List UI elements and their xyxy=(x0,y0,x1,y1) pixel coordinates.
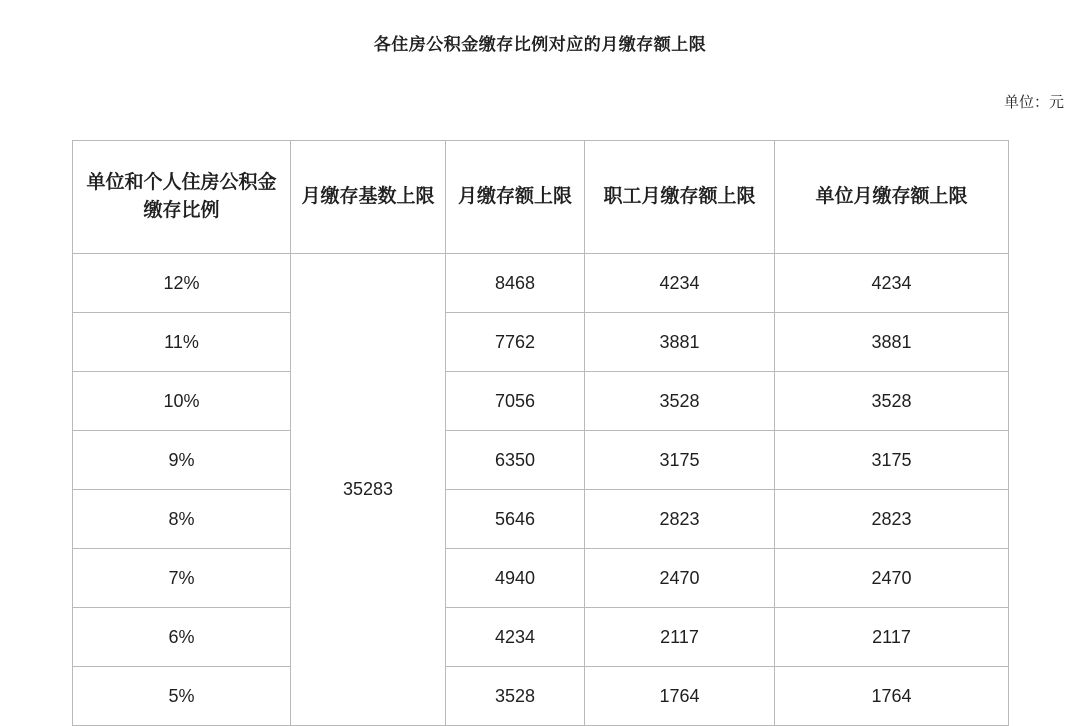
table-header xyxy=(73,141,1009,254)
cell-employee: 3528 xyxy=(585,372,775,431)
cell-employee: 3881 xyxy=(585,313,775,372)
cell-employer: 2823 xyxy=(775,490,1009,549)
table-row xyxy=(73,372,1009,431)
table-row xyxy=(73,431,1009,490)
cell-employer: 1764 xyxy=(775,667,1009,726)
cell-employer: 4234 xyxy=(775,254,1009,313)
cell-employer: 3528 xyxy=(775,372,1009,431)
cell-ratio: 8% xyxy=(73,490,291,549)
cell-employee: 1764 xyxy=(585,667,775,726)
cell-monthly-total: 5646 xyxy=(446,490,585,549)
cell-employee: 2117 xyxy=(585,608,775,667)
table-row xyxy=(73,608,1009,667)
cell-ratio: 6% xyxy=(73,608,291,667)
cell-ratio: 12% xyxy=(73,254,291,313)
table-body xyxy=(73,254,1009,726)
cell-employee: 4234 xyxy=(585,254,775,313)
cell-employer: 2470 xyxy=(775,549,1009,608)
page-title: 各住房公积金缴存比例对应的月缴存额上限 xyxy=(373,35,707,54)
table-row xyxy=(73,667,1009,726)
cell-ratio: 7% xyxy=(73,549,291,608)
column-header-employee: 职工月缴存额上限 xyxy=(585,141,775,254)
cell-ratio: 10% xyxy=(73,372,291,431)
cell-ratio: 9% xyxy=(73,431,291,490)
table-container xyxy=(0,140,1080,726)
cell-monthly-total: 4234 xyxy=(446,608,585,667)
column-header-employer: 单位月缴存额上限 xyxy=(775,141,1009,254)
unit-note: 单位：元 xyxy=(1003,94,1064,111)
cell-ratio: 5% xyxy=(73,667,291,726)
cell-monthly-total: 7762 xyxy=(446,313,585,372)
cell-monthly-total: 4940 xyxy=(446,549,585,608)
table-header-row xyxy=(73,141,1009,254)
cell-employer: 3881 xyxy=(775,313,1009,372)
housing-fund-table xyxy=(72,140,1009,726)
cell-monthly-total: 7056 xyxy=(446,372,585,431)
column-header-monthly-total: 月缴存额上限 xyxy=(446,141,585,254)
cell-monthly-total: 3528 xyxy=(446,667,585,726)
cell-base-limit: 35283 xyxy=(291,254,446,726)
cell-employer: 3175 xyxy=(775,431,1009,490)
table-row xyxy=(73,490,1009,549)
cell-monthly-total: 8468 xyxy=(446,254,585,313)
table-row xyxy=(73,254,1009,313)
table-row xyxy=(73,313,1009,372)
table-row xyxy=(73,549,1009,608)
column-header-base-limit: 月缴存基数上限 xyxy=(291,141,446,254)
column-header-ratio: 单位和个人住房公积金缴存比例 xyxy=(73,141,291,254)
cell-employee: 2823 xyxy=(585,490,775,549)
cell-employee: 3175 xyxy=(585,431,775,490)
cell-monthly-total: 6350 xyxy=(446,431,585,490)
cell-employee: 2470 xyxy=(585,549,775,608)
cell-ratio: 11% xyxy=(73,313,291,372)
cell-employer: 2117 xyxy=(775,608,1009,667)
